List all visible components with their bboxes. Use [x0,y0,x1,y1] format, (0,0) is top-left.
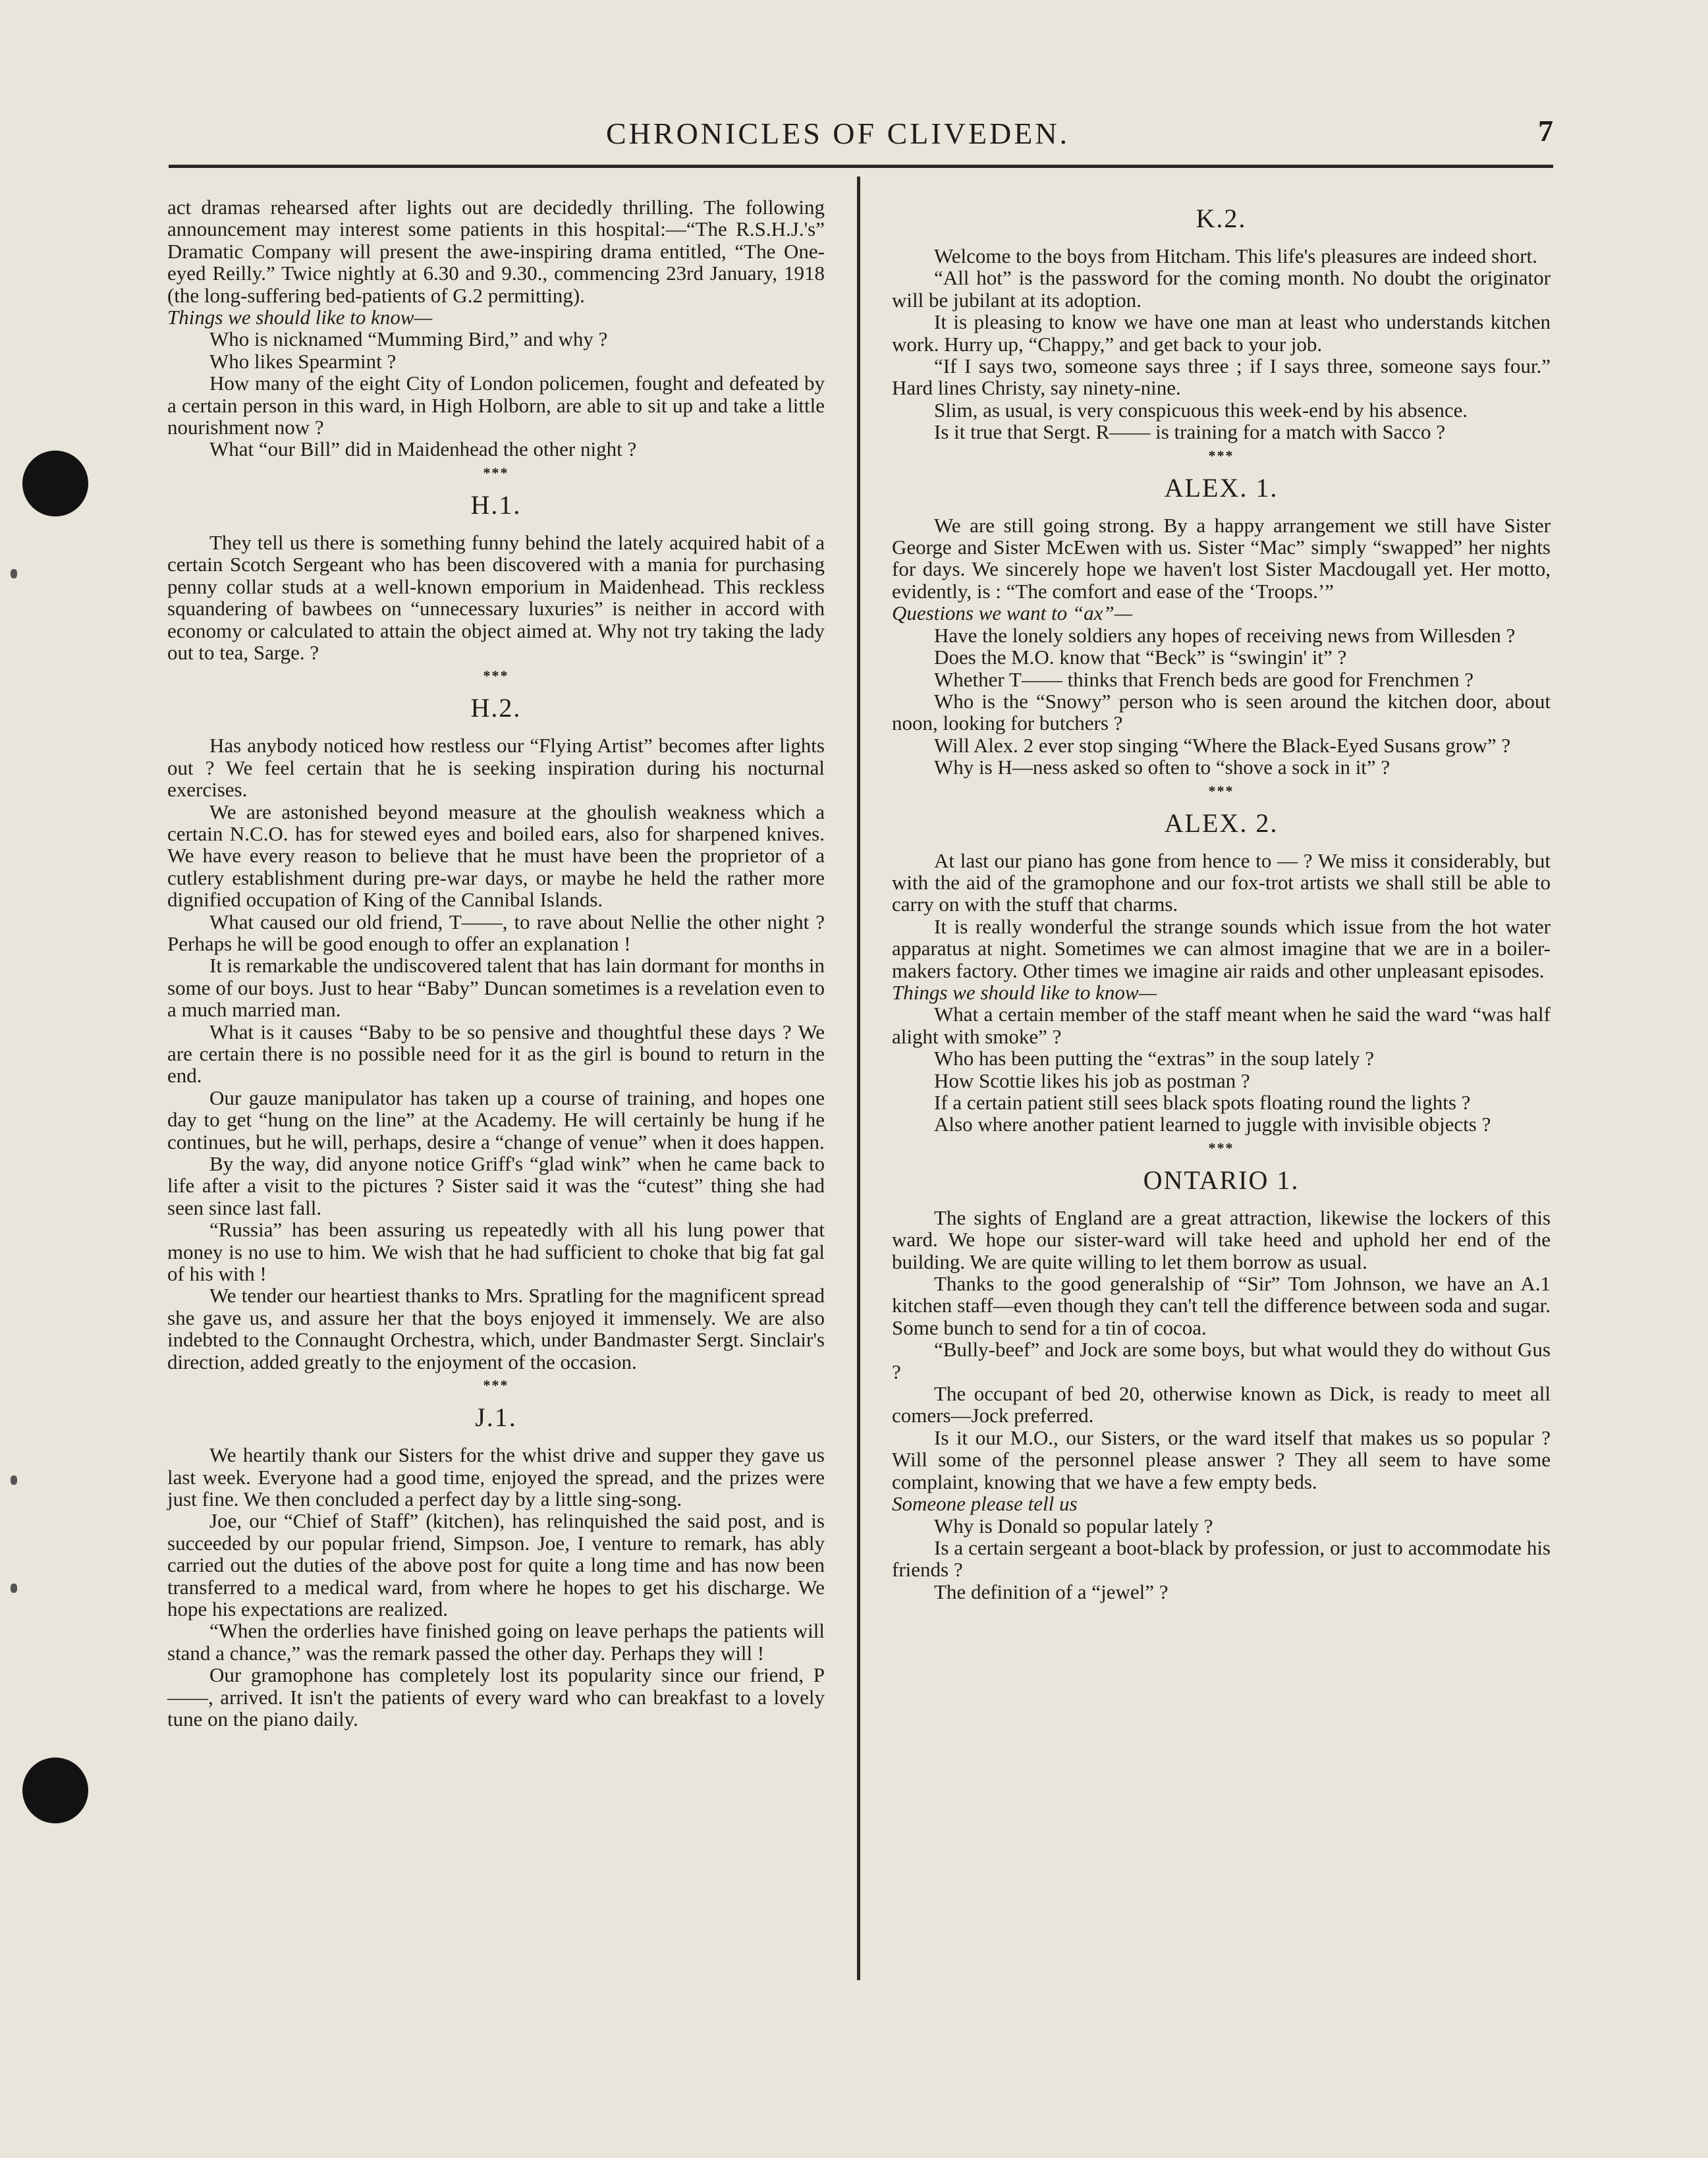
paragraph: We are astonished beyond measure at the ghoulish weakness which a certain N.C.O. has for stewed eyes and boiled ears, also for sharpened knives. We have every reason to believe that he must have been the proprietor of a cutlery establishment during pre-war days, or maybe he held the rather more dignified occupation of King of the Cannibal Islands. [167,800,825,912]
paragraph: Is it true that Sergt. R—— is training for a match with Sacco ? [934,420,1445,444]
question: Does the M.O. know that “Beck” is “swingin' it” ? [934,646,1347,669]
edge-mark [11,1476,17,1485]
question: Who has been putting the “extras” in the soup lately ? [934,1047,1375,1070]
paragraph: What caused our old friend, T——, to rave about Nellie the other night ? Perhaps he will be good enough to offer an explanation ! [167,910,825,955]
section-heading-h1: H.1. [470,489,522,520]
paragraph: It is remarkable the undiscovered talent that has lain dormant for months in some of our boys. Just to hear “Baby” Duncan sometimes is a revelation even to a much married man. [167,954,825,1022]
paragraph: It is really wonderful the strange sounds which issue from the hot water apparatus at night. Sometimes we can almost imagine that we are in a boiler-makers factory. Other times we imagine air raids and other unpleasant episodes. [892,914,1551,982]
paragraph: By the way, did anyone notice Griff's “glad wink” when he came back to life after a visit to the pictures ? Sister said it was the “cutest” thing she had seen since last fall. [167,1152,825,1219]
paragraph: “When the orderlies have finished going on leave perhaps the patients will stand a chance,” was the remark passed the other day. Perhaps they will ! [167,1619,825,1665]
paragraph: Our gauze manipulator has taken up a course of training, and hopes one day to get “hung on the line” at the Academy. He will certainly be hung if he continues, but he will, perhaps, desire a “change of venue” when it does happen. [167,1086,825,1153]
section-heading-h2: H.2. [470,693,522,723]
question: How many of the eight City of London policemen, fought and defeated by a certain person in this ward, in High Holborn, are able to sit up and take a little nourishment now ? [167,372,825,439]
section-intro: Someone please tell us [892,1492,1078,1516]
separator: *** [1208,782,1234,799]
section-intro: Things we should like to know— [167,306,433,329]
question: The definition of a “jewel” ? [934,1580,1169,1603]
paragraph: “If I says two, someone says three ; if I says three, someone says four.” Hard lines Christy, say ninety-nine. [892,354,1551,400]
question: Is a certain sergeant a boot-black by profession, or just to accommodate his friends ? [892,1536,1551,1582]
left-column [167,196,825,1730]
paragraph: The sights of England are a great attraction, likewise the lockers of this ward. We hope our sister-ward will take heed and uphold her end of the building. We are quite willing to let them borrow as usual. [892,1205,1551,1273]
separator: *** [1208,447,1234,464]
section-intro: Things we should like to know— [892,980,1157,1004]
paragraph: It is pleasing to know we have one man at least who understands kitchen work. Hurry up, “Chappy,” and get back to your job. [892,310,1551,356]
section-heading-k2: K.2. [1196,204,1247,233]
paragraph: Slim, as usual, is very conspicuous this week-end by his absence. [934,398,1468,422]
separator: *** [483,667,509,684]
paragraph: What is it causes “Baby to be so pensive and thoughtful these days ? We are certain there is no possible need for it as the girl is bound to return in the end. [167,1020,825,1088]
column-divider [857,177,860,1980]
separator: *** [483,464,509,481]
paragraph: We heartily thank our Sisters for the whist drive and supper they gave us last week. Everyone had a good time, enjoyed the spread, and the prizes were just fine. We then concluded a perfect day by a little sing-song. [167,1443,825,1510]
paragraph: “All hot” is the password for the coming month. No doubt the originator will be jubilant at its adoption. [892,266,1551,312]
header-rule [169,165,1553,168]
paragraph: The occupant of bed 20, otherwise known as Dick, is ready to meet all comers—Jock preferred. [892,1382,1551,1427]
paragraph: “Russia” has been assuring us repeatedly with all his lung power that money is no use to him. We wish that he had sufficient to choke that big fat gal of his with ! [167,1218,825,1286]
page-header [165,113,1555,159]
question: What a certain member of the staff meant when he said the ward “was half alight with smoke” ? [892,1003,1551,1048]
paragraph: Joe, our “Chief of Staff” (kitchen), has relinquished the said post, and is succeeded by our popular friend, Simpson. Joe, I venture to remark, has ably carried out the duties of the above post for quite a long time and has now been transferred to a medical ward, from where he hopes to get his discharge. We hope his expectations are realized. [167,1509,825,1620]
paragraph: We are still going strong. By a happy arrangement we still have Sister George and Sister McEwen with us. Sister “Mac” simply “swapped” her nights for days. We sincerely hope we haven't lost Sister Macdougall yet. Her motto, evidently, is : “The comfort and ease of the ‘Troops.’” [892,513,1551,603]
question: Why is H—ness asked so often to “shove a sock in it” ? [934,756,1391,779]
question: Have the lonely soldiers any hopes of receiving news from Willesden ? [934,623,1516,647]
paragraph: Our gramophone has completely lost its popularity since our friend, P——, arrived. It isn't the patients of every ward who can breakfast to a lovely tune on the piano daily. [167,1663,825,1730]
right-column [892,196,1551,1603]
page-number: 7 [1538,114,1553,148]
question: How Scottie likes his job as postman ? [934,1068,1250,1092]
running-title: CHRONICLES OF CLIVEDEN. [606,117,1070,150]
separator: *** [483,1377,509,1394]
separator: *** [1208,1139,1234,1156]
paragraph: At last our piano has gone from hence to — ? We miss it considerably, but with the aid of the gramophone and our fox-trot artists we shall still be able to carry on with the stuff that charms. [892,848,1551,916]
question: Whether T—— thinks that French beds are good for Frenchmen ? [934,667,1474,691]
paragraph: act dramas rehearsed after lights out are decidedly thrilling. The following announcement may interest some patients in this hospital:—“The R.S.H.J.'s” Dramatic Company will present the awe-inspiring drama entitled, “The One-eyed Reilly.” Twice nightly at 6.30 and 9.30., commencing 23rd January, 1918 (the long-suffering bed-patients of G.2 permitting). [167,196,825,307]
paragraph: We tender our heartiest thanks to Mrs. Spratling for the magnificent spread she gave us, and assure her that the boys enjoyed it immensely. We are also indebted to the Connaught Orchestra, which, under Bandmaster Sergt. Sinclair's direction, added greatly to the enjoyment of the occasion. [167,1284,825,1373]
paragraph: They tell us there is something funny behind the lately acquired habit of a certain Scotch Sergeant who has been discovered with a mania for purchasing penny collar studs at a well-known emporium in Maidenhead. This reckless squandering of bawbees on “unnecessary luxuries” is neither in accord with economy or calculated to attain the object aimed at. Why not try taking the lady out to tea, Sarge. ? [167,530,825,664]
paragraph: Is it our M.O., our Sisters, or the ward itself that makes us so popular ? Will some of the personnel please answer ? They all seem to have some complaint, knowing that we have a few empty beds. [892,1425,1551,1493]
section-heading-j1: J.1. [475,1402,517,1433]
question: Who is nicknamed “Mumming Bird,” and why ? [209,327,608,351]
section-heading-ontario-1: ONTARIO 1. [1143,1165,1300,1195]
paragraph: “Bully-beef” and Jock are some boys, but what would they do without Gus ? [892,1338,1551,1383]
section-heading-alex-1: ALEX. 1. [1164,472,1279,503]
question: Who is the “Snowy” person who is seen around the kitchen door, about noon, looking for butchers ? [892,689,1551,735]
paragraph: Has anybody noticed how restless our “Flying Artist” becomes after lights out ? We feel certain that he is seeking inspiration during his nocturnal exercises. [167,734,825,802]
edge-mark [11,1584,17,1593]
binding-hole [22,451,88,516]
question: What “our Bill” did in Maidenhead the other night ? [209,437,637,461]
paragraph: Welcome to the boys from Hitcham. This life's pleasures are indeed short. [934,244,1537,267]
question: Also where another patient learned to juggle with invisible objects ? [934,1113,1491,1136]
question: Why is Donald so popular lately ? [934,1514,1213,1537]
section-intro: Questions we want to “ax”— [892,601,1133,625]
binding-hole [22,1757,88,1823]
question: Will Alex. 2 ever stop singing “Where the Black-Eyed Susans grow” ? [934,733,1511,757]
question: Who likes Spearmint ? [209,349,397,373]
question: If a certain patient still sees black spots floating round the lights ? [934,1091,1471,1114]
section-heading-alex-2: ALEX. 2. [1164,808,1279,838]
edge-mark [11,569,17,578]
paragraph: Thanks to the good generalship of “Sir” Tom Johnson, we have an A.1 kitchen staff—even though they can't tell the difference between soda and sugar. Some bunch to send for a tin of cocoa. [892,1272,1551,1339]
